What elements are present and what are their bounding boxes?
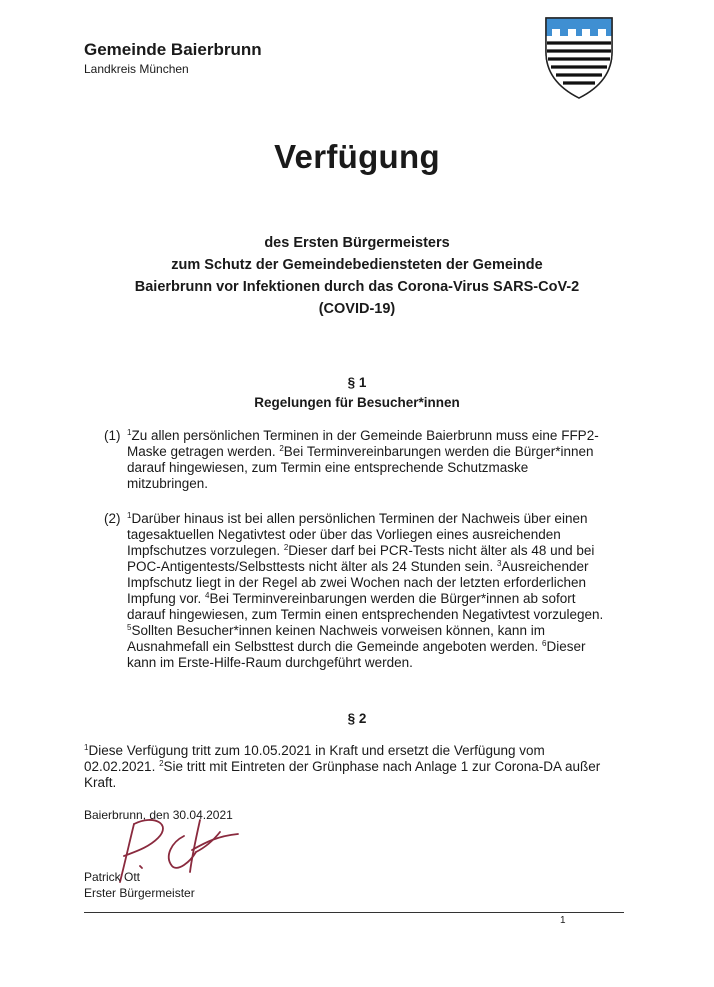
signatory-role: Erster Bürgermeister [84, 886, 195, 900]
subtitle-line: Baierbrunn vor Infektionen durch das Corona-Virus SARS-CoV-2 [134, 279, 580, 295]
paragraph-label: (1) [104, 428, 121, 443]
paragraph-text [127, 511, 604, 671]
sentence-number: 4 [205, 591, 210, 600]
paragraph-1 [84, 428, 604, 492]
sentence-number: 2 [159, 759, 164, 768]
sentence-text: Diese Verfügung tritt zum 10.05.2021 in Kraft und ersetzt die Verfügung vom 02.02.2021. [84, 743, 545, 774]
sentence-number: 1 [127, 428, 132, 437]
section-1-heading: Regelungen für Besucher*innen [254, 395, 460, 410]
sentence-text: Bei Terminvereinbarungen werden die Bürger*innen darauf hingewiesen, zum Termin eine entsprechende Schutzmaske mitzubringen. [127, 444, 594, 491]
document-title: Verfügung [274, 138, 440, 175]
page-number: 1 [560, 915, 566, 926]
signatory-name: Patrick Ott [84, 870, 141, 884]
sentence-number: 2 [279, 444, 284, 453]
paragraph-2 [84, 511, 604, 671]
subtitle-line: zum Schutz der Gemeindebediensteten der Gemeinde [171, 257, 543, 273]
section-2-number: § 2 [347, 711, 367, 726]
subtitle-line: (COVID-19) [318, 301, 396, 317]
district-name: Landkreis München [84, 62, 189, 76]
paragraph-text [127, 428, 604, 492]
sentence-text: Dieser darf bei PCR-Tests nicht älter als 48 und bei POC-Antigentests/Selbsttests nicht älter als 24 Stunden sein. [127, 543, 595, 574]
footer-divider [84, 912, 624, 913]
coat-of-arms-icon [543, 16, 615, 100]
sentence-number: 3 [496, 559, 502, 568]
sentence-number: 1 [84, 743, 89, 752]
sentence-text: Sollten Besucher*innen keinen Nachweis vorweisen können, kann im Ausnahmefall ein Selbsttest durch die Gemeinde angeboten werden. [127, 623, 545, 654]
sentence-number: 1 [127, 511, 132, 520]
place-date: Baierbrunn, den 30.04.2021 [84, 808, 233, 822]
sentence-text: Darüber hinaus ist bei allen persönlichen Terminen der Nachweis über einen tagesaktuellen Negativtest oder über das Vorliegen eines ausreichenden Impfschutzes vorzulegen. [127, 511, 588, 558]
sentence-text: Ausreichender Impfschutz liegt in der Regel ab zwei Wochen nach der letzten erforderlichen Impfung vor. [127, 559, 589, 606]
sentence-text: Zu allen persönlichen Terminen in der Gemeinde Baierbrunn muss eine FFP2-Maske getragen werden. [127, 428, 599, 459]
sentence-text: Bei Terminvereinbarungen werden die Bürger*innen ab sofort darauf hingewiesen, zum Termin einen entsprechenden Negativtest vorzulegen. [127, 591, 604, 622]
sentence-number: 6 [542, 639, 547, 648]
section-1-number: § 1 [347, 375, 367, 390]
sentence-text: Sie tritt mit Eintreten der Grünphase nach Anlage 1 zur Corona-DA außer Kraft. [84, 759, 601, 790]
section-2-text [84, 743, 604, 791]
municipality-name: Gemeinde Baierbrunn [84, 40, 262, 59]
paragraph-label: (2) [104, 511, 121, 526]
subtitle-line: des Ersten Bürgermeisters [264, 235, 450, 251]
sentence-number: 5 [127, 623, 132, 632]
document-subtitle [60, 232, 654, 320]
sentence-text: Dieser kann im Erste-Hilfe-Raum durchgeführt werden. [127, 639, 586, 670]
sentence-number: 2 [283, 543, 289, 552]
